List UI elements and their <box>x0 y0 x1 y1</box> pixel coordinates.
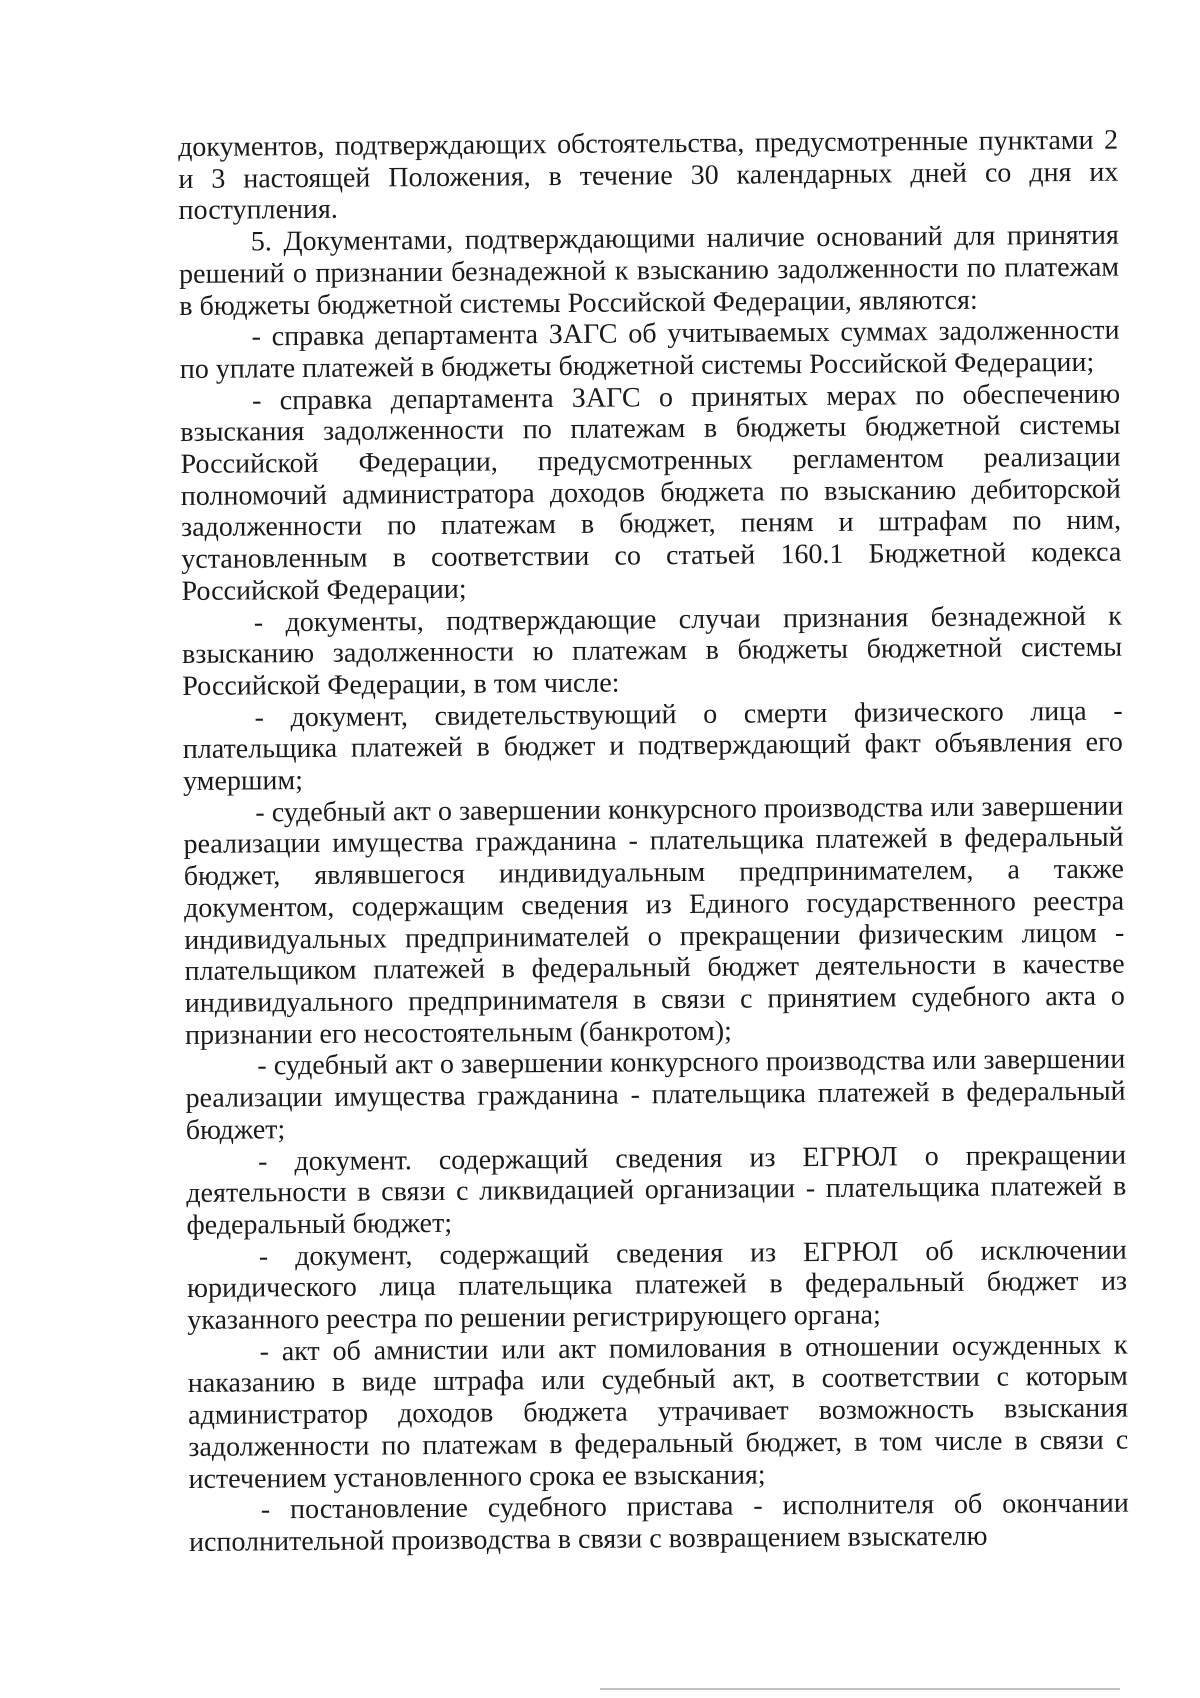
scan-edge-line <box>600 1688 1120 1690</box>
paragraph-8: - судебный акт о завершении конкурсного производства или завершении реализации имущества гражданина - плательщика платежей в федеральный бюджет; <box>185 1043 1126 1146</box>
paragraph-9: - документ. содержащий сведения из ЕГРЮЛ о прекращении деятельности в связи с ликвидацией организации - плательщика платежей в федеральный бюджет; <box>186 1139 1127 1241</box>
paragraph-4: - справка департамента ЗАГС о принятых мерах по обеспечению взыскания задолженности по платежам в бюджеты бюджетной системы Российской Федерации, предусмотренных регламентом реализации полномочий администратора доходов бюджета по взысканию дебиторской задолженности по платежам в бюджет, пеням и штрафам по ним, установленным в соответствии со статьей 160.1 Бюджетной кодекса Российской Федерации; <box>180 378 1122 607</box>
paragraph-1: документов, подтверждающих обстоятельства, предусмотренные пунктами 2 и 3 настоящей Положения, в течение 30 календарных дней со дня их поступления. <box>178 124 1119 227</box>
paragraph-3: - справка департамента ЗАГС об учитываемых суммах задолженности по уплате платежей в бюджеты бюджетной системы Российской Федерации; <box>179 314 1120 385</box>
paragraph-5: - документы, подтверждающие случаи признания безнадежной к взысканию задолженности ю платежам в бюджеты бюджетной системы Российской Федерации, в том числе: <box>181 600 1123 702</box>
paragraph-10: - документ, содержащий сведения из ЕГРЮЛ об исключении юридического лица плательщика платежей в федеральный бюджет из указанного реестра по решении регистрирующего органа; <box>186 1234 1128 1336</box>
paragraph-11: - акт об амнистии или акт помилования в отношении осужденных к наказанию в виде штрафа или судебный акт, в соответствии с которым администратор доходов бюджета утрачивает возможность взыскания задолженности по платежам в федеральный бюджет, в том числе в связи с истечением установленного срока ее взыскания; <box>187 1329 1129 1495</box>
paragraph-7: - судебный акт о завершении конкурсного производства или завершении реализации имущества гражданина - плательщика платежей в федеральный бюджет, являвшегося индивидуальным предпринимателем, а также документом, содержащим сведения из Единого государственного реестра индивидуальных предпринимателей о прекращении физическим лицом - плательщиком платежей в федеральный бюджет деятельности в качестве индивидуального предпринимателя в связи с принятием судебного акта о признании его несостоятельным (банкротом); <box>183 790 1125 1051</box>
paragraph-2: 5. Документами, подтверждающими наличие оснований для принятия решений о признании безнадежной к взысканию задолженности по платежам в бюджеты бюджетной системы Российской Федерации, являются: <box>178 219 1120 322</box>
paragraph-6: - документ, свидетельствующий о смерти физического лица - плательщика платежей в бюджет и подтверждающий факт объявления его умершим; <box>182 695 1123 798</box>
document-body <box>178 125 1129 1559</box>
paragraph-12: - постановление судебного пристава - исполнителя об окончании исполнительной производства в связи с возвращением взыскателю <box>188 1487 1129 1558</box>
